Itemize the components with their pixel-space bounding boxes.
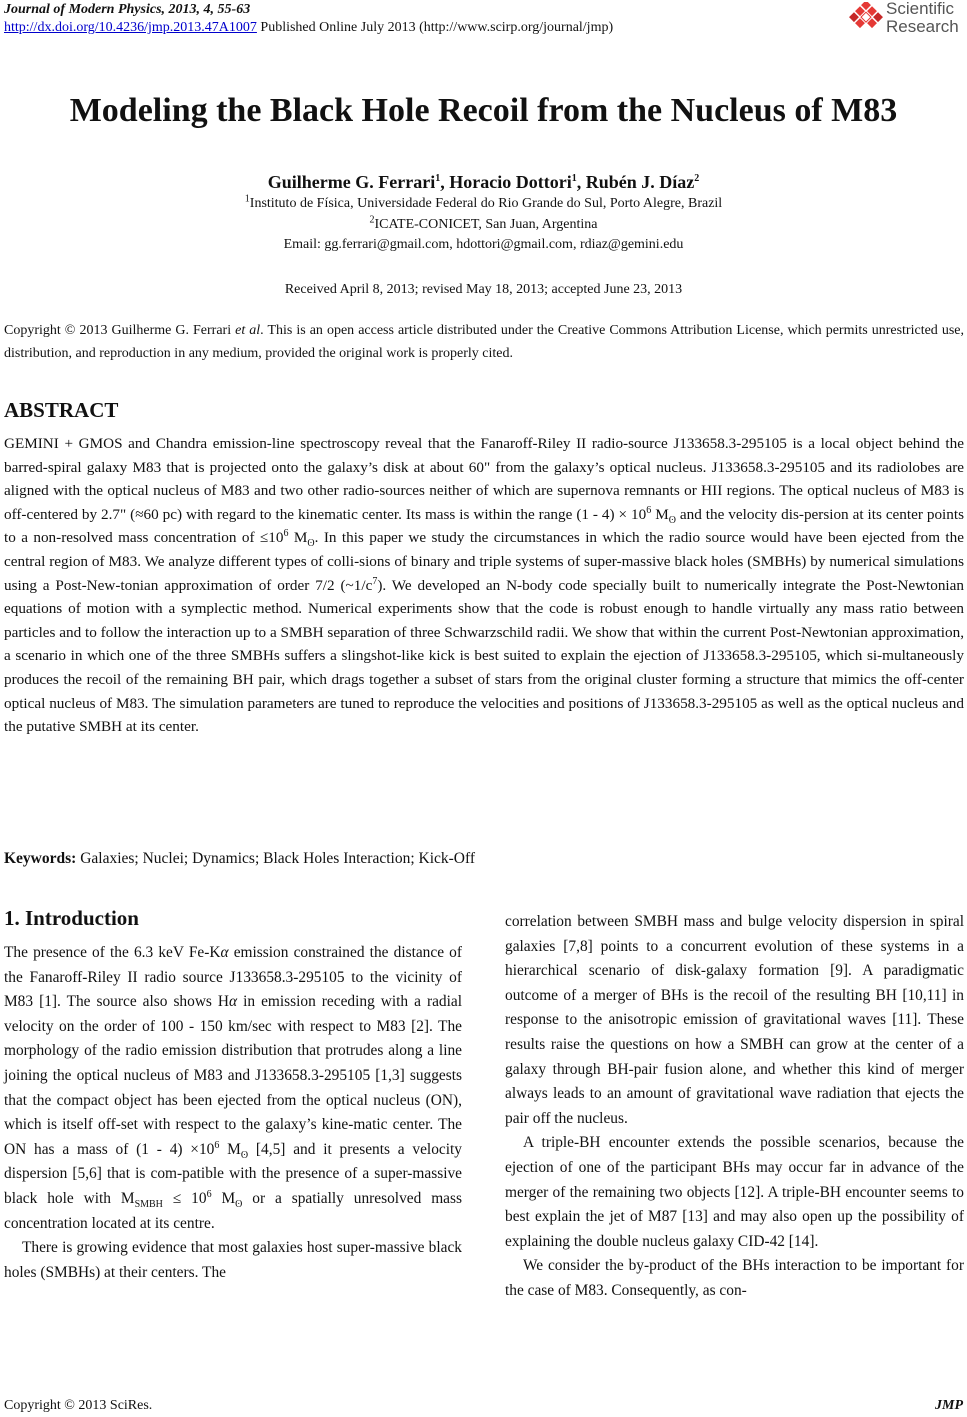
keywords-list: Galaxies; Nuclei; Dynamics; Black Holes Interaction; Kick-Off	[76, 850, 476, 867]
journal-volume: , 2013, 4, 55-63	[161, 2, 251, 17]
author-name: Rubén J. Díaz	[585, 172, 695, 192]
abstract-heading: ABSTRACT	[4, 398, 119, 422]
journal-header	[4, 2, 250, 18]
intro-paragraph: We consider the by-product of the BHs interaction to be important for the case of M83. Consequently, as con-	[505, 1257, 964, 1299]
footer-copyright: Copyright © 2013 SciRes.	[4, 1398, 153, 1413]
logo-line-2: Research	[886, 17, 959, 36]
intro-paragraph: A triple-BH encounter extends the possible scenarios, because the ejection of one of the participant BHs may occur far in advance of the merger of the remaining two objects [12]. A triple-BH encounter seems to best explain the jet of M87 [13] and may also open up the possibility of explaining the double nucleus galaxy CID-42 [14].	[505, 1134, 964, 1250]
doi-link[interactable]: http://dx.doi.org/10.4236/jmp.2013.47A1007	[4, 20, 257, 35]
journal-name: Journal of Modern Physics	[4, 2, 162, 17]
logo-text	[886, 0, 959, 36]
abstract-text: GEMINI + GMOS and Chandra emission-line spectroscopy reveal that the Fanaroff-Riley II radio-source J133658.3-295105 is a local object behind the barred-spiral galaxy M83 that is projected onto the galaxy’s disk at about 60" from the galaxy’s optical nucleus. J133658.3-295105 and its radiolobes are aligned with the optical nucleus of M83 and two other radio-sources neither of which are supernova remnants or HII regions. The optical nucleus of M83 is off-centered by 2.7" (≈60 pc) with regard to the kinematic center. Its mass is within the range $(1 - 4) \times 10^6$ $M_ʘ$ and the velocity dis-persion at its center points to a non-resolved mass concentration of $\le 10^6$ $M_ʘ$. In this paper we study the circumstances in which the radio source would have been ejected from the central region of M83. We analyze different types of colli-sions of binary and triple systems of super-massive black holes (SMBHs) by numerical simulations using a Post-New-tonian approximation of order 7/2 $(\sim 1/c^7)$. We developed an N-body code specially built to numerically integrate the Post-Newtonian equations of motion with a symplectic method. Numerical experiments show that the code is robust enough to handle virtually any mass ratio between particles and to follow the interaction up to a SMBH separation of three Schwarzschild radii. We show that within the current Post-Newtonian approximation, a scenario in which one of the three SMBHs suffers a slingshot-like kick is best suited to explain the ejection of J133658.3-295105, which si-multaneously produces the recoil of the remaining BH pair, which drags together a subset of stars from the original cluster forming a structure that mimics the off-center optical nucleus of M83. The simulation parameters are tuned to reproduce the velocities and positions of J133658.3-295105 as well as the optical nucleus and the putative SMBH at its center.	[4, 435, 964, 736]
received-dates: Received April 8, 2013; revised May 18, 2013; accepted June 23, 2013	[284, 282, 683, 297]
logo-line-1: Scientific	[886, 0, 955, 18]
keywords	[4, 850, 475, 868]
affiliation-2: $^2$ICATE-CONICET, San Juan, Argentina	[369, 214, 598, 232]
doi-line	[4, 20, 613, 36]
author-affiliation-mark: 1	[571, 173, 577, 184]
scirp-logo-icon	[848, 2, 884, 38]
author-list: Guilherme G. Ferrari$^1$, Horacio Dottori$^1$, Rubén J. Díaz$^2$	[267, 172, 700, 192]
publisher-logo	[848, 0, 966, 42]
paper-title: Modeling the Black Hole Recoil from the Nucleus of M83	[69, 92, 898, 129]
author-affiliation-mark: 2	[694, 173, 700, 184]
published-text: Published Online July 2013 (http://www.scirp.org/journal/jmp)	[256, 20, 614, 35]
intro-paragraph: correlation between SMBH mass and bulge velocity dispersion in spiral galaxies [7,8] points to a concurrent evolution of these systems in a hierarchical scenario of disk-galaxy formation [9]. A paradigmatic outcome of a merger of BHs is the recoil of the resulting BH [10,11] in response to the anisotropic emission of gravitational waves [11]. These results raise the questions on how a SMBH can grow at the center of a galaxy through BH-pair fusion alone, and whether this kind of merger always leads to an amount of gravitational wave radiation that ejects the pair off the nucleus.	[505, 913, 964, 1127]
intro-left-column	[4, 941, 462, 1285]
author-name: Horacio Dottori	[449, 172, 572, 192]
author-affiliation-mark: 1	[435, 173, 441, 184]
footer-journal-abbrev: JMP	[935, 1398, 963, 1413]
author-emails: Email: gg.ferrari@gmail.com, hdottori@gmail.com, rdiaz@gemini.edu	[283, 237, 684, 252]
intro-paragraph: There is growing evidence that most galaxies host super-massive black holes (SMBHs) at their centers. The	[4, 1239, 462, 1281]
affiliation-1: $^1$Instituto de Física, Universidade Federal do Rio Grande do Sul, Porto Alegre, Brazil	[244, 193, 723, 211]
copyright-notice: Copyright © 2013 Guilherme G. Ferrari et al. This is an open access article distributed under the Creative Commons Attribution License, which permits unrestricted use, distribution, and reproduction in any medium, provided the original work is properly cited.	[4, 323, 964, 361]
keywords-label: Keywords:	[4, 850, 77, 867]
author-name: Guilherme G. Ferrari	[267, 172, 436, 192]
intro-right-column	[505, 910, 964, 1304]
section-heading-introduction: 1. Introduction	[4, 906, 139, 930]
intro-paragraph: The presence of the 6.3 keV Fe-Kα emission constrained the distance of the Fanaroff-Riley II radio source J133658.3-295105 to the vicinity of M83 [1]. The source also shows Hα in emission receding with a radial velocity on the order of 100 - 150 km/sec with respect to M83 [2]. The morphology of the radio emission distribution that protrudes along a line joining the optical nucleus of M83 and J133658.3-295105 [1,3] suggests that the compact object has been ejected from the optical nucleus (ON), which is itself off-set with respect to the galaxy’s kine-matic center. The ON has a mass of $(1 - 4) \times 10^6$ $M_ʘ$ [4,5] and it presents a velocity dispersion [5,6] that is com-patible with the presence of a super-massive black hole with $M_{SMBH} \le 10^6$ $M_ʘ$ or a spatially unresolved mass concentration located at its centre.	[4, 944, 463, 1232]
